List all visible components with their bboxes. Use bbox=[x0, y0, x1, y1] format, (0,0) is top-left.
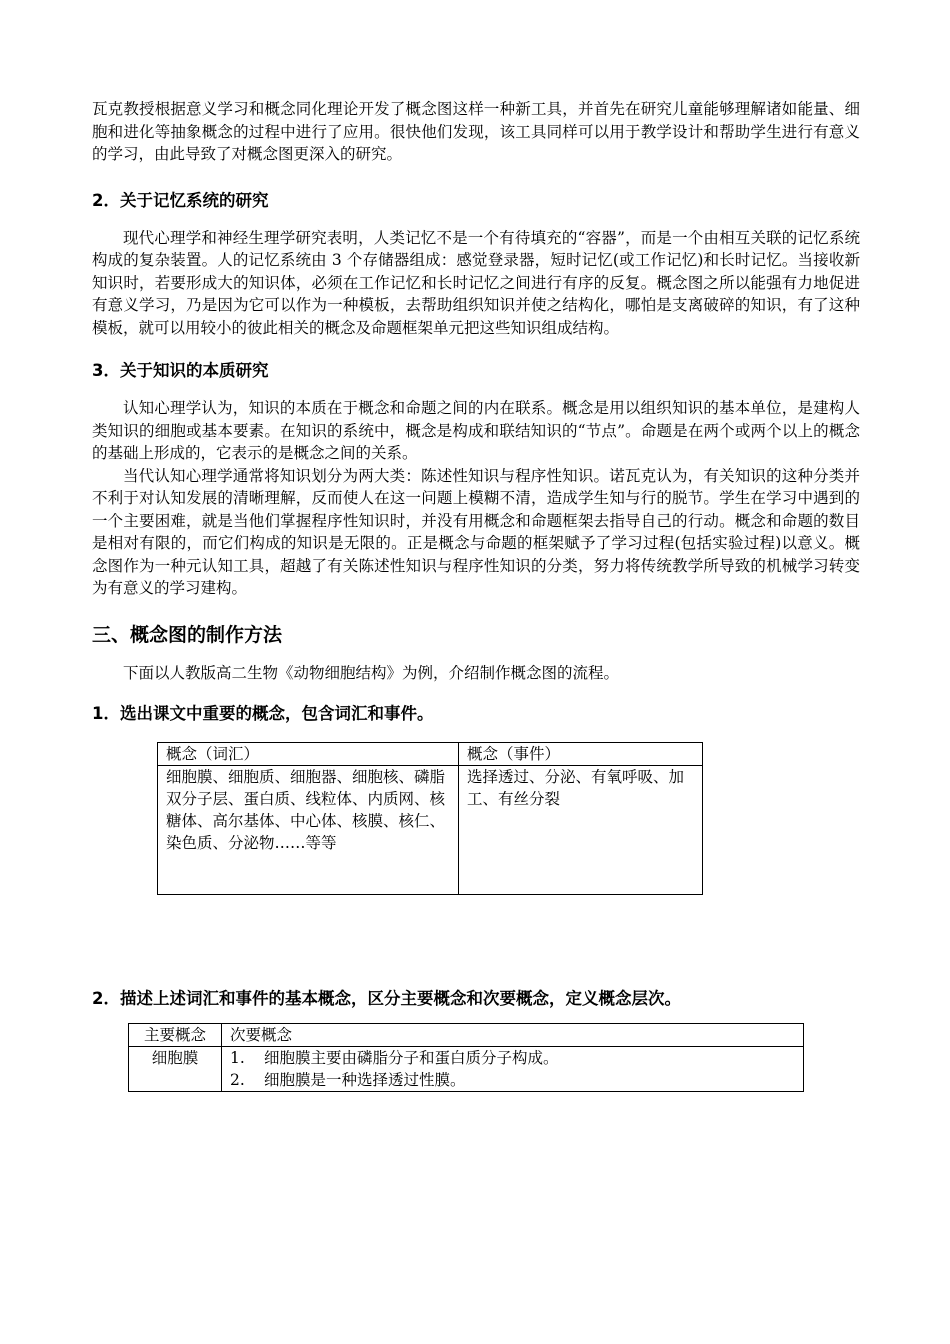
step-1-heading: 1．选出课文中重要的概念，包含词汇和事件。 bbox=[92, 704, 434, 723]
cell-sub-concepts bbox=[222, 1047, 804, 1092]
table-header-row bbox=[129, 1024, 804, 1047]
intro-paragraph: 瓦克教授根据意义学习和概念同化理论开发了概念图这样一种新工具，并首先在研究儿童能够理解诸如能量、细胞和进化等抽象概念的过程中进行了应用。很快他们发现，该工具同样可以用于教学设计和帮助学生进行有意义的学习，由此导致了对概念图更深入的研究。 bbox=[92, 100, 860, 163]
header-cell-main-concept: 主要概念 bbox=[129, 1024, 222, 1047]
concept-words-events-table bbox=[157, 742, 703, 895]
document-page bbox=[92, 98, 860, 1092]
header-cell-events: 概念（事件） bbox=[459, 743, 703, 766]
cell-words: 细胞膜、细胞质、细胞器、细胞核、磷脂双分子层、蛋白质、线粒体、内质网、核糖体、高尔基体、中心体、核膜、核仁、染色质、分泌物……等等 bbox=[158, 766, 459, 895]
item-text: 细胞膜是一种选择透过性膜。 bbox=[264, 1071, 466, 1089]
cell-events: 选择透过、分泌、有氧呼吸、加工、有丝分裂 bbox=[459, 766, 703, 895]
table-header-row bbox=[158, 743, 703, 766]
table-row bbox=[158, 766, 703, 895]
section-3-heading: 3．关于知识的本质研究 bbox=[92, 361, 269, 380]
concept-hierarchy-table bbox=[128, 1023, 804, 1092]
section-3-paragraph-2: 当代认知心理学通常将知识划分为两大类：陈述性知识与程序性知识。诺瓦克认为，有关知识的这种分类并不利于对认知发展的清晰理解，反而使人在这一问题上模糊不清，造成学生知与行的脱节。学生在学习中遇到的一个主要困难，就是当他们掌握程序性知识时，并没有用概念和命题框架去指导自己的行动。概念和命题的数目是相对有限的，而它们构成的知识是无限的。正是概念与命题的框架赋予了学习过程(包括实验过程)以意义。概念图作为一种元认知工具，超越了有关陈述性知识与程序性知识的分类，努力将传统教学所导致的机械学习转变为有意义的学习建构。 bbox=[92, 466, 860, 597]
section-2-paragraph: 现代心理学和神经生理学研究表明，人类记忆不是一个有待填充的“容器”，而是一个由相互关联的记忆系统构成的复杂装置。人的记忆系统由 3 个存储器组成：感觉登录器，短时记忆(或工作记忆)和长时记忆。当接收新知识时，若要形成大的知识体，必须在工作记忆和长时记忆之间进行有序的反复。概念图之所以能强有力地促进有意义学习，乃是因为它可以作为一种模板，去帮助组织知识并使之结构化，哪怕是支离破碎的知识，有了这种模板，就可以用较小的彼此相关的概念及命题框架单元把这些知识组成结构。 bbox=[92, 228, 860, 337]
item-number: 1. bbox=[230, 1049, 245, 1067]
header-cell-words: 概念（词汇） bbox=[158, 743, 459, 766]
main-section-paragraph: 下面以人教版高二生物《动物细胞结构》为例，介绍制作概念图的流程。 bbox=[123, 663, 620, 682]
cell-main-concept: 细胞膜 bbox=[129, 1047, 222, 1092]
section-2-heading: 2．关于记忆系统的研究 bbox=[92, 190, 269, 210]
header-cell-sub-concept: 次要概念 bbox=[222, 1024, 804, 1047]
main-section-heading: 三、概念图的制作方法 bbox=[92, 623, 283, 646]
table-row bbox=[129, 1047, 804, 1092]
list-item bbox=[230, 1069, 795, 1091]
step-2-heading: 2．描述上述词汇和事件的基本概念，区分主要概念和次要概念，定义概念层次。 bbox=[92, 989, 681, 1008]
section-3-paragraph-1: 认知心理学认为，知识的本质在于概念和命题之间的内在联系。概念是用以组织知识的基本单位，是建构人类知识的细胞或基本要素。在知识的系统中，概念是构成和联结知识的“节点”。命题是在两个或两个以上的概念的基础上形成的，它表示的是概念之间的关系。 bbox=[92, 399, 860, 462]
item-number: 2. bbox=[230, 1071, 245, 1089]
list-item bbox=[230, 1047, 795, 1069]
item-text: 细胞膜主要由磷脂分子和蛋白质分子构成。 bbox=[264, 1049, 559, 1067]
